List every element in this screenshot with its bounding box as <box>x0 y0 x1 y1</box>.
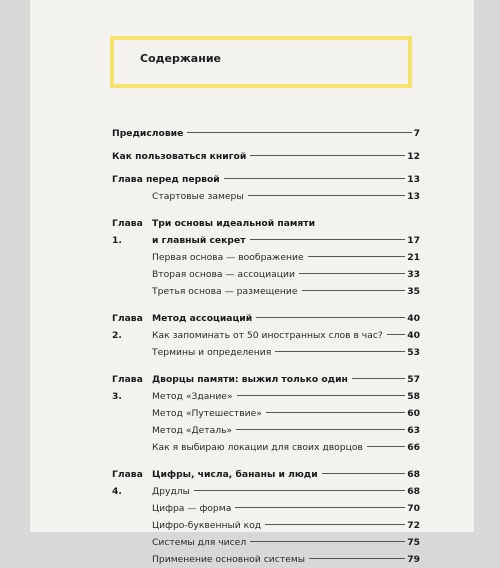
dot-leader <box>250 155 405 156</box>
dot-leader <box>235 507 405 508</box>
toc-subentry-label: Цифра — форма <box>152 503 232 514</box>
dot-leader <box>275 351 405 352</box>
chapter-title: Цифры, числа, бананы и люди <box>152 469 318 480</box>
dot-leader <box>194 490 405 491</box>
toc-subentry-page: 40 <box>407 330 420 341</box>
toc-entry-preface <box>112 125 420 142</box>
dot-leader <box>187 132 411 133</box>
toc-subentry <box>112 439 420 456</box>
toc-subentry-page: 79 <box>407 554 420 565</box>
toc-entry-label: Предисловие <box>112 128 184 139</box>
dot-leader <box>387 334 405 335</box>
toc-subentry-page: 13 <box>407 191 420 202</box>
toc-subentry-label: Как я выбираю локации для своих дворцов <box>152 442 363 453</box>
toc-subentry <box>112 388 420 405</box>
toc-subentry-label: Вторая основа — ассоциации <box>152 269 295 280</box>
dot-leader <box>250 541 405 542</box>
toc-subentry <box>112 517 420 534</box>
dot-leader <box>256 317 405 318</box>
toc-subentry-page: 66 <box>407 442 420 453</box>
toc-subentry <box>112 249 420 266</box>
dot-leader <box>352 378 405 379</box>
toc-subentry <box>112 283 420 300</box>
toc-entry-label: Глава перед первой <box>112 174 220 185</box>
toc-subentry-label: Метод «Путешествие» <box>152 408 262 419</box>
dot-leader <box>309 558 405 559</box>
dot-leader <box>266 412 405 413</box>
table-of-contents <box>112 125 420 568</box>
toc-subentry <box>112 551 420 568</box>
chapter-prefix: Глава 4. <box>112 469 143 497</box>
toc-title-box <box>110 36 412 88</box>
toc-entry-page: 68 <box>407 469 420 480</box>
toc-subentry-label: Стартовые замеры <box>152 191 244 202</box>
toc-subentry <box>112 422 420 439</box>
toc-subentry-label: Метод «Здание» <box>152 391 233 402</box>
toc-subentry-page: 60 <box>407 408 420 419</box>
toc-subentry-label: Как запоминать от 50 иностранных слов в час? <box>152 330 383 341</box>
toc-subentry <box>112 266 420 283</box>
toc-subentry <box>112 344 420 361</box>
dot-leader <box>367 446 405 447</box>
toc-subentry-page: 33 <box>407 269 420 280</box>
chapter-title: Дворцы памяти: выжил только один <box>152 374 348 385</box>
toc-entry-page: 13 <box>407 174 420 185</box>
toc-subentry <box>112 405 420 422</box>
toc-entry-page: 40 <box>407 313 420 324</box>
dot-leader <box>265 524 405 525</box>
toc-subentry <box>112 483 420 500</box>
toc-entry-page: 12 <box>407 151 420 162</box>
toc-entry-label: Как пользоваться книгой <box>112 151 247 162</box>
toc-subentry-label: Третья основа — размещение <box>152 286 298 297</box>
toc-chapter-1-cont <box>112 232 420 249</box>
toc-subentry-page: 70 <box>407 503 420 514</box>
toc-subentry-label: Друдлы <box>152 486 190 497</box>
toc-entry-page: 57 <box>407 374 420 385</box>
toc-subentry <box>112 500 420 517</box>
toc-subentry-page: 21 <box>407 252 420 263</box>
toc-subentry <box>112 188 420 205</box>
toc-subentry-page: 53 <box>407 347 420 358</box>
toc-subentry-page: 72 <box>407 520 420 531</box>
dot-leader <box>224 178 405 179</box>
toc-subentry-page: 75 <box>407 537 420 548</box>
dot-leader <box>299 273 405 274</box>
toc-title: Содержание <box>140 52 221 65</box>
toc-subentry-label: Метод «Деталь» <box>152 425 233 436</box>
dot-leader <box>237 395 406 396</box>
dot-leader <box>236 429 405 430</box>
dot-leader <box>322 473 406 474</box>
toc-subentry-label: Первая основа — воображение <box>152 252 304 263</box>
toc-subentry-label: Применение основной системы <box>152 554 306 565</box>
toc-subentry-label: Цифро-буквенный код <box>152 520 262 531</box>
book-page <box>30 0 474 565</box>
dot-leader <box>248 195 406 196</box>
dot-leader <box>308 256 406 257</box>
toc-subentry <box>112 327 420 344</box>
toc-subentry-page: 68 <box>407 486 420 497</box>
toc-subentry-page: 35 <box>407 286 420 297</box>
chapter-prefix: Глава 2. <box>112 313 143 341</box>
toc-entry-howto <box>112 148 420 165</box>
toc-subentry-page: 63 <box>407 425 420 436</box>
toc-subentry-label: Термины и определения <box>152 347 272 358</box>
dot-leader <box>302 290 406 291</box>
dot-leader <box>250 239 406 240</box>
chapter-prefix: Глава 3. <box>112 374 143 402</box>
chapter-title: Метод ассоциаций <box>152 313 253 324</box>
toc-entry-page: 17 <box>407 235 420 246</box>
toc-subentry <box>112 534 420 551</box>
toc-entry-page: 7 <box>413 128 420 139</box>
chapter-prefix: Глава 1. <box>112 218 143 246</box>
toc-subentry-page: 58 <box>407 391 420 402</box>
chapter-title-line1: Три основы идеальной памяти <box>152 218 316 229</box>
toc-entry-ch0 <box>112 171 420 188</box>
chapter-title-line2: и главный секрет <box>152 235 246 246</box>
toc-subentry-label: Системы для чисел <box>152 537 247 548</box>
